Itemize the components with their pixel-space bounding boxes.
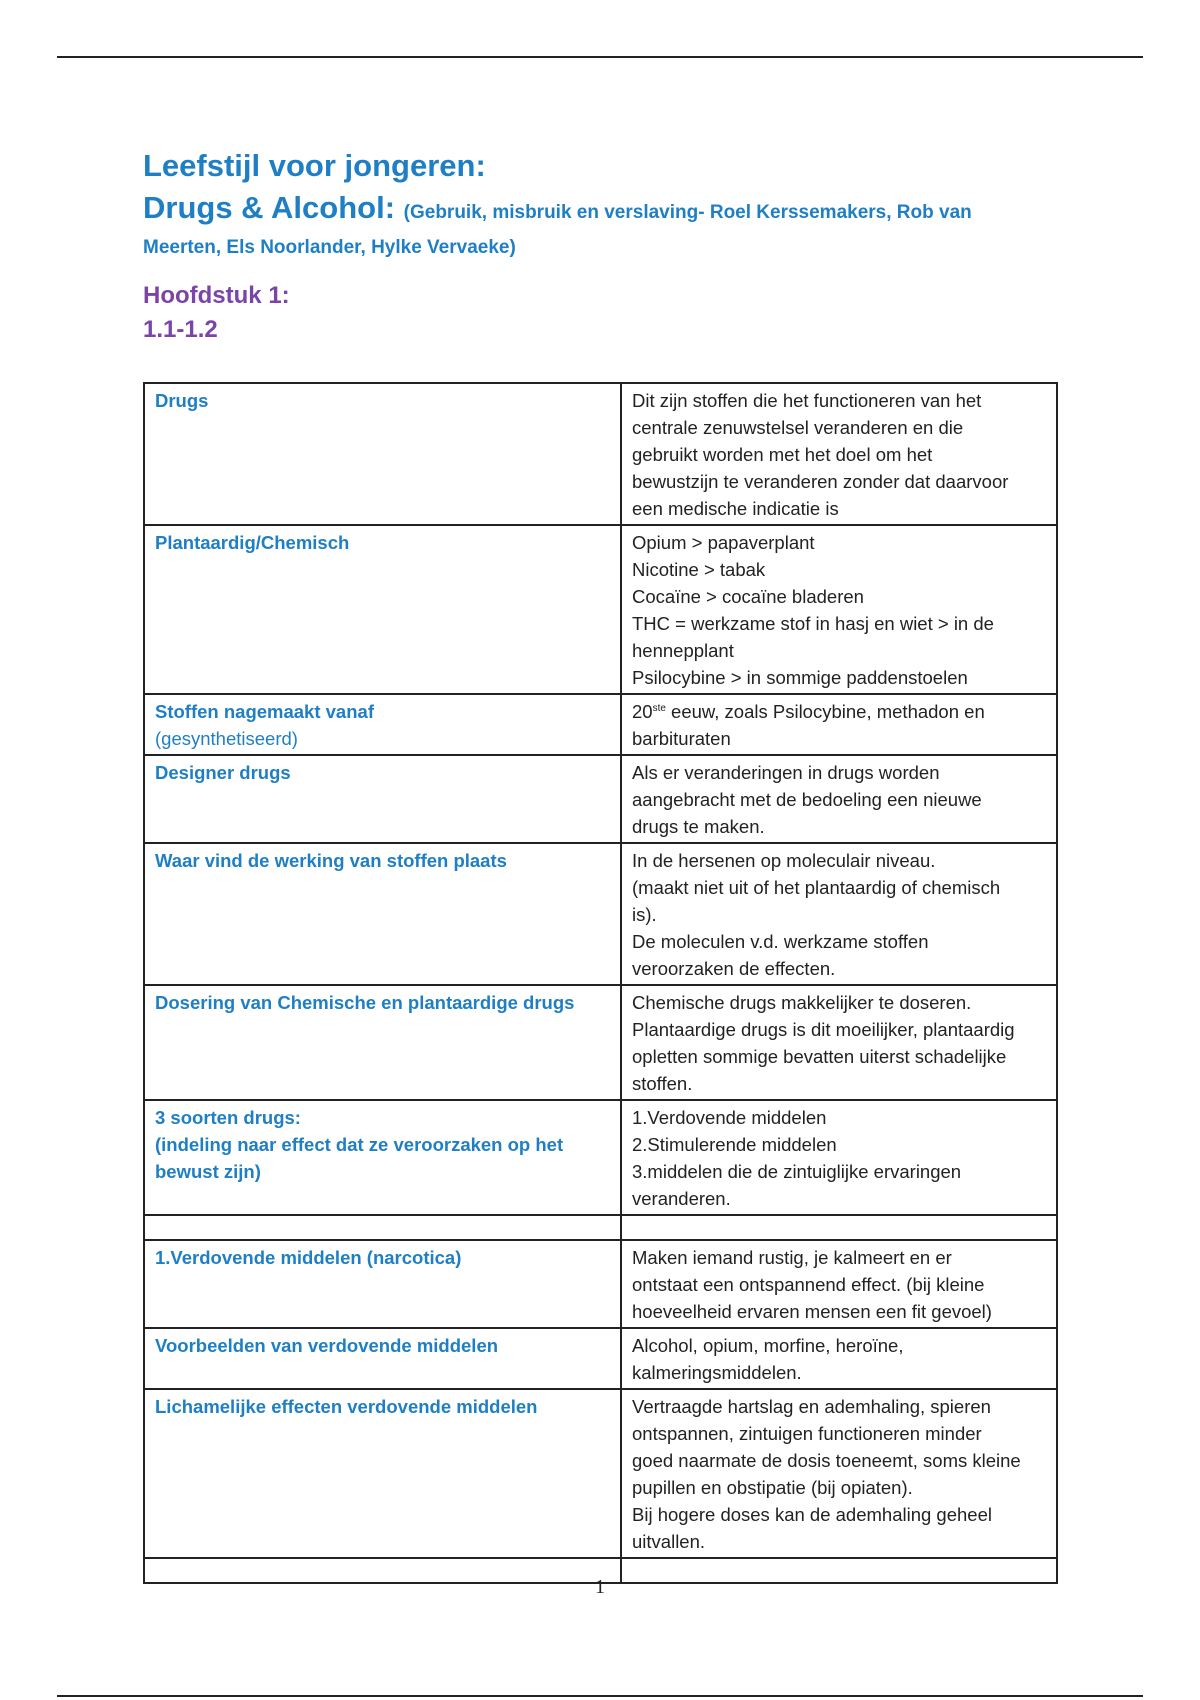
empty-table-row [144,1215,1057,1240]
definition-cell: Vertraagde hartslag en ademhaling, spieren ontspannen, zintuigen functioneren minder goed naarmate de dosis toeneemt, soms kleine pupillen en obstipatie (bij opiaten). Bij hogere doses kan de ademhaling geheel uitvallen. [621,1389,1057,1558]
footer-rule [57,1695,1143,1697]
table-row [144,985,1057,1100]
definition-cell [621,1215,1057,1240]
term-cell: Designer drugs [144,755,621,843]
definitions-table [143,382,1058,1584]
table-row [144,1100,1057,1215]
section-number: 1.1-1.2 [143,316,218,343]
term-cell: Waar vind de werking van stoffen plaats [144,843,621,985]
definition-cell: Chemische drugs makkelijker te doseren. Plantaardige drugs is dit moeilijker, plantaardig opletten sommige bevatten uiterst schadelijke stoffen. [621,985,1057,1100]
table-row [144,694,1057,755]
term-cell: 3 soorten drugs: (indeling naar effect dat ze veroorzaken op het bewust zijn) [144,1100,621,1215]
subtitle-main: Drugs & Alcohol: [143,190,396,225]
term-cell [144,1215,621,1240]
term-cell: Lichamelijke effecten verdovende middelen [144,1389,621,1558]
table-row [144,383,1057,525]
definition-cell: 1.Verdovende middelen 2.Stimulerende middelen 3.middelen die de zintuiglijke ervaringen veranderen. [621,1100,1057,1215]
table-row [144,755,1057,843]
definition-cell: Dit zijn stoffen die het functioneren van het centrale zenuwstelsel veranderen en die gebruikt worden met het doel om het bewustzijn te veranderen zonder dat daarvoor een medische indicatie is [621,383,1057,525]
table-row [144,1389,1057,1558]
definition-cell: In de hersenen op moleculair niveau. (maakt niet uit of het plantaardig of chemisch is). De moleculen v.d. werkzame stoffen veroorzaken de effecten. [621,843,1057,985]
term-cell: Stoffen nagemaakt vanaf (gesynthetiseerd) [144,694,621,755]
table-row [144,525,1057,694]
document-title: Leefstijl voor jongeren: [143,148,486,183]
term-cell: Plantaardig/Chemisch [144,525,621,694]
term-cell: Voorbeelden van verdovende middelen [144,1328,621,1389]
term-cell: 1.Verdovende middelen (narcotica) [144,1240,621,1328]
table-row [144,1328,1057,1389]
table-row [144,843,1057,985]
subtitle-detail-continued: Meerten, Els Noorlander, Hylke Vervaeke) [143,237,516,258]
term-cell: Drugs [144,383,621,525]
definition-cell: Alcohol, opium, morfine, heroïne, kalmeringsmiddelen. [621,1328,1057,1389]
term-cell: Dosering van Chemische en plantaardige drugs [144,985,621,1100]
definition-cell: 20ste eeuw, zoals Psilocybine, methadon en barbituraten [621,694,1057,755]
header-rule [57,56,1143,58]
page-number: 1 [595,1576,605,1598]
table-row [144,1240,1057,1328]
document-subtitle [143,188,1058,233]
definition-cell: Opium > papaverplant Nicotine > tabak Cocaïne > cocaïne bladeren THC = werkzame stof in hasj en wiet > in de hennepplant Psilocybine > in sommige paddenstoelen [621,525,1057,694]
document-header [143,146,1058,347]
subtitle-detail: (Gebruik, misbruik en verslaving- Roel Kerssemakers, Rob van [403,202,972,223]
definition-cell: Als er veranderingen in drugs worden aangebracht met de bedoeling een nieuwe drugs te maken. [621,755,1057,843]
definition-cell: Maken iemand rustig, je kalmeert en er ontstaat een ontspannend effect. (bij kleine hoeveelheid ervaren mensen een fit gevoel) [621,1240,1057,1328]
chapter-heading [143,279,1058,347]
chapter-title: Hoofdstuk 1: [143,282,290,309]
